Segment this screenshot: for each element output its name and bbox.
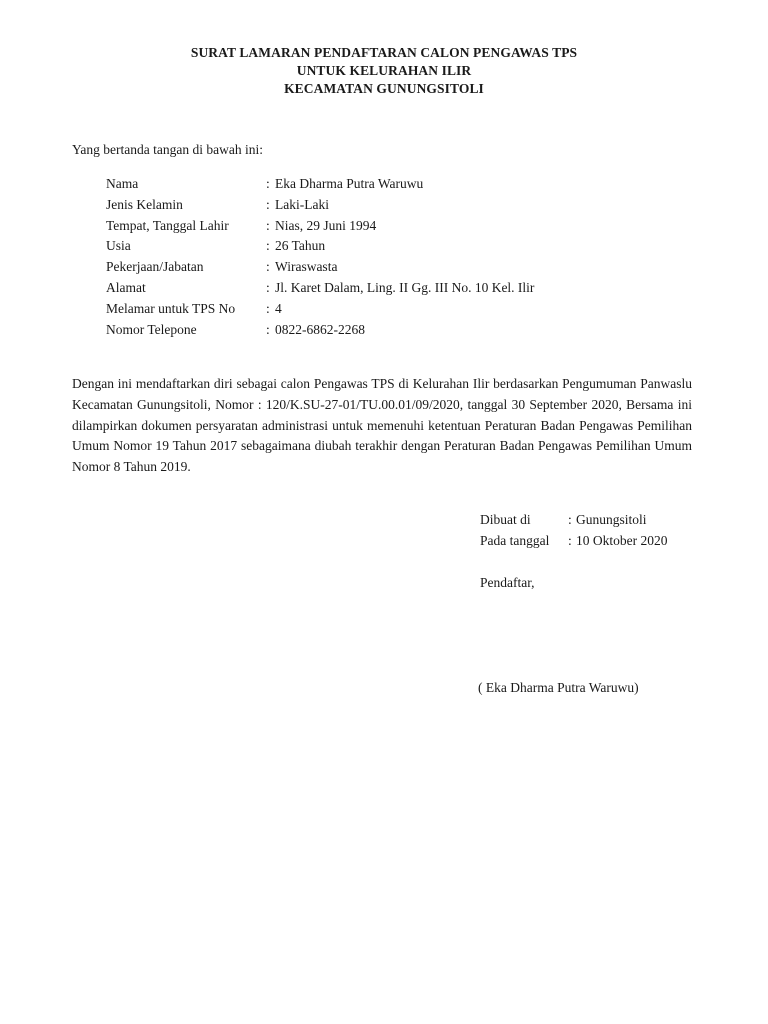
field-value: Wiraswasta [275, 259, 338, 275]
field-value: Jl. Karet Dalam, Ling. II Gg. III No. 10 Kel. Ilir [275, 279, 535, 295]
field-label: Jenis Kelamin [106, 196, 183, 212]
date-value: 10 Oktober 2020 [576, 533, 668, 548]
field-colon: : [266, 300, 270, 316]
title-line-2: UNTUK KELURAHAN ILIR [296, 63, 472, 78]
field-value: Laki-Laki [275, 196, 329, 212]
sign-colon: : [568, 512, 572, 527]
field-colon: : [266, 176, 270, 191]
field-row-nama [106, 175, 534, 196]
field-colon: : [266, 196, 270, 212]
applicant-details [106, 175, 534, 341]
sign-row-place [480, 511, 668, 532]
field-row-alamat [106, 279, 534, 300]
field-row-usia [106, 237, 534, 258]
field-row-nomor-telepone [106, 321, 534, 342]
intro-text: Yang bertanda tangan di bawah ini: [72, 142, 263, 157]
field-colon: : [266, 259, 270, 275]
date-label: Pada tanggal [480, 533, 550, 548]
field-row-pekerjaan [106, 258, 534, 279]
field-value: Eka Dharma Putra Waruwu [275, 176, 424, 191]
title-line-1: SURAT LAMARAN PENDAFTARAN CALON PENGAWAS TPS [190, 45, 578, 60]
field-colon: : [266, 238, 270, 254]
field-label: Nama [106, 176, 139, 191]
body-paragraph: Dengan ini mendaftarkan diri sebagai calon Pengawas TPS di Kelurahan Ilir berdasarkan Pengumuman Panwaslu Kecamatan Gunungsitoli, Nomor : 120/K.SU-27-01/TU.00.01/09/2020, tanggal 30 September 2020, Bersama ini dilampirkan dokumen persyaratan administrasi untuk memenuhi ketentuan Peraturan Badan Pengawas Pemilihan Umum Nomor 19 Tahun 2017 sebagaimana diubah terakhir dengan Peraturan Badan Pengawas Pemilihan Umum Nomor 8 Tahun 2019. [72, 376, 692, 475]
sign-row-date [480, 532, 668, 553]
field-label: Usia [106, 238, 131, 254]
field-value: 26 Tahun [275, 238, 326, 254]
signing-details [480, 511, 668, 553]
field-value: 0822-6862-2268 [275, 321, 365, 337]
field-label: Pekerjaan/Jabatan [106, 259, 204, 275]
field-label: Tempat, Tanggal Lahir [106, 217, 229, 233]
field-label: Alamat [106, 279, 146, 295]
field-value: 4 [275, 300, 282, 316]
place-value: Gunungsitoli [576, 512, 647, 527]
field-colon: : [266, 321, 270, 337]
signer-name: ( Eka Dharma Putra Waruwu) [478, 680, 639, 695]
field-label: Nomor Telepone [106, 321, 197, 337]
field-label: Melamar untuk TPS No [106, 300, 236, 316]
field-row-tps-no [106, 300, 534, 321]
title-line-3: KECAMATAN GUNUNGSITOLI [284, 81, 484, 96]
field-row-tempat-tanggal-lahir [106, 217, 534, 238]
field-colon: : [266, 279, 270, 295]
field-value: Nias, 29 Juni 1994 [275, 217, 377, 233]
document-title [0, 44, 768, 98]
place-label: Dibuat di [480, 512, 531, 527]
field-colon: : [266, 217, 270, 233]
field-row-jenis-kelamin [106, 196, 534, 217]
sign-colon: : [568, 533, 572, 548]
signer-role: Pendaftar, [480, 575, 535, 590]
